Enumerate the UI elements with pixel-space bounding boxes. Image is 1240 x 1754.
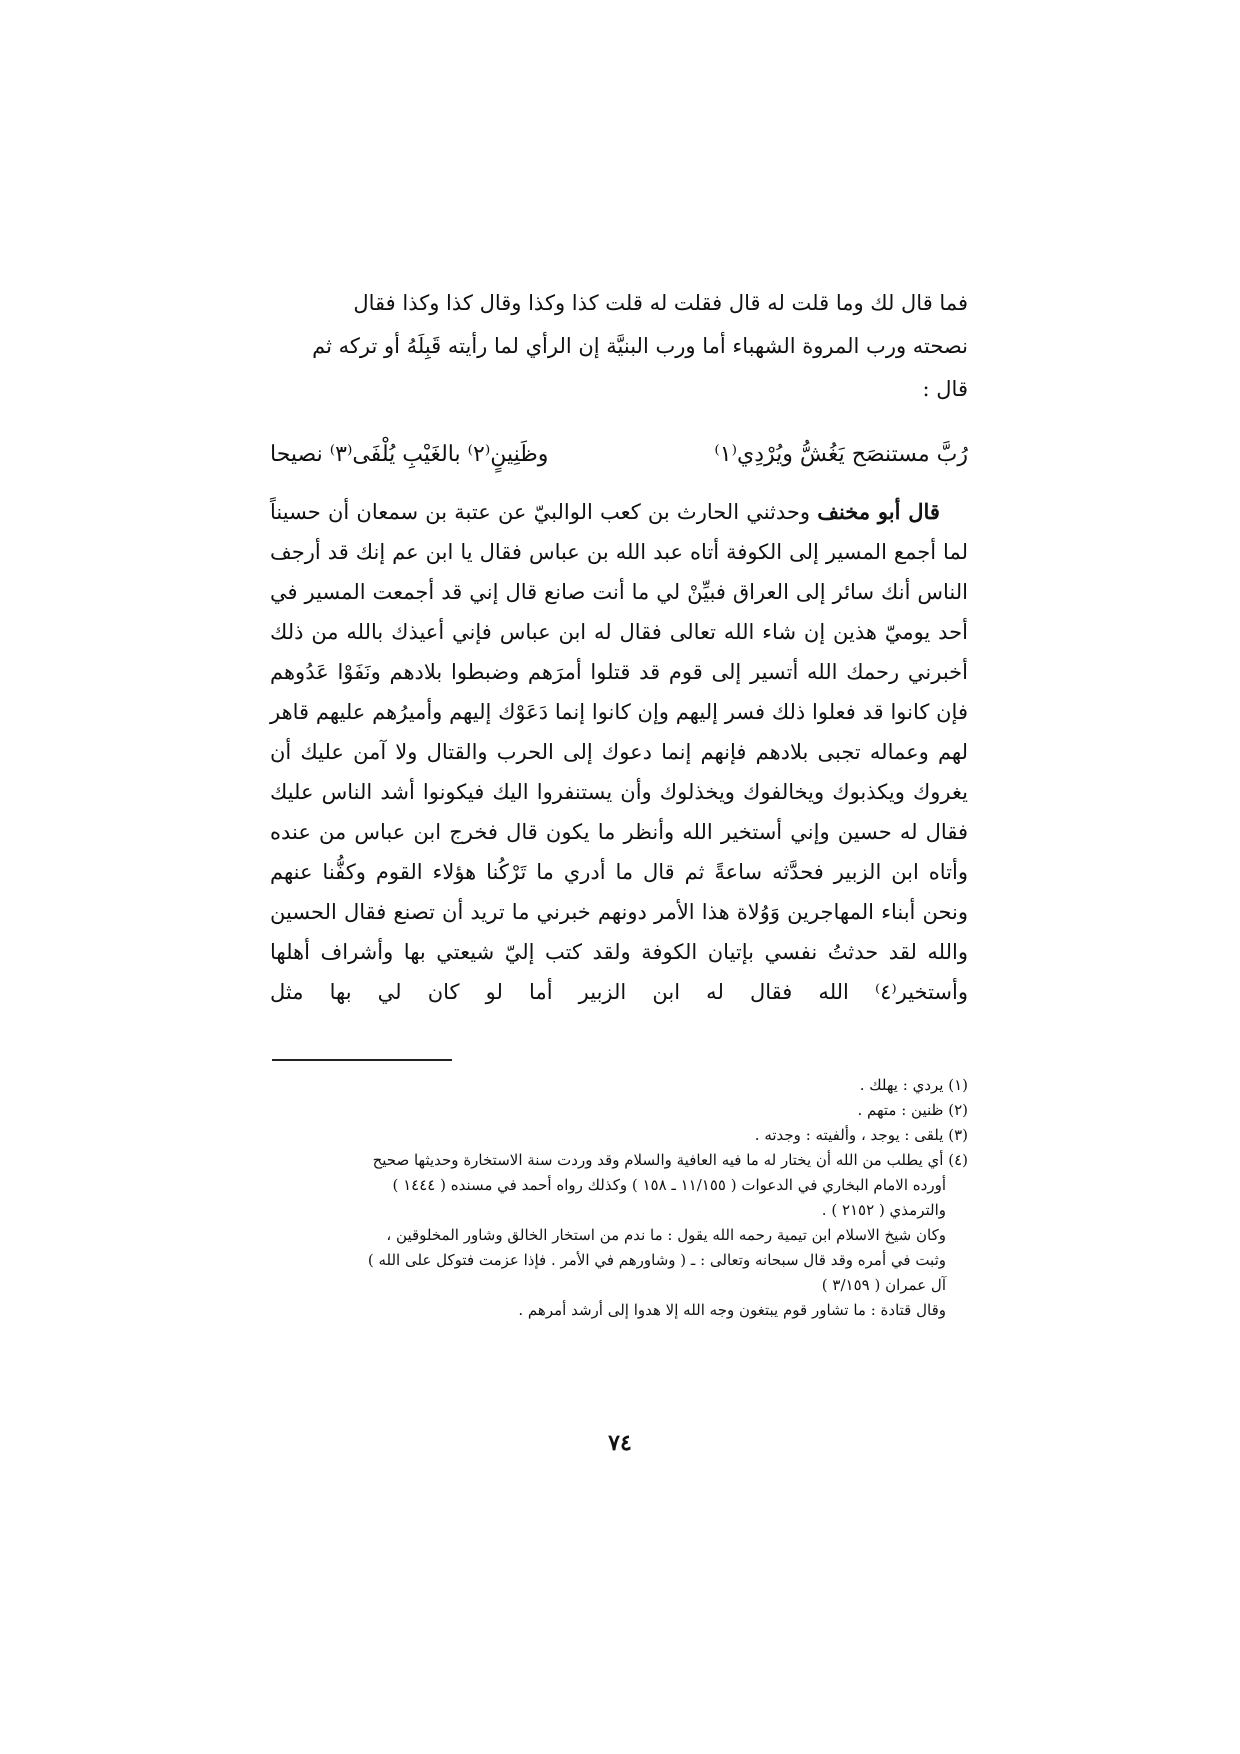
text-line: قال : [922,377,968,401]
paragraph-body: وحدثني الحارث بن كعب الوالبيّ عن عتبة بن سمعان أن حسيناً لما أجمع المسير إلى الكوفة أتاه عبد الله بن عباس فقال يا ابن عم إنك قد أرجف الناس أنك سائر إلى العراق فبيِّنْ لي ما أنت صانع قال إني قد أجمعت المسير في أحد يوميّ هذين إن شاء الله تعالى فقال له ابن عباس فإني أعيذك بالله من ذلك أخبرني رحمك الله أتسير إلى قوم قد قتلوا أمرَهم وضبطوا بلادهم ونَفَوْا عَدُوهم فإن كانوا قد فعلوا ذلك فسر إليهم وإن كانوا إنما دَعَوْك إليهم وأميرُهم عليهم قاهر لهم وعماله تجبى بلادهم فإنهم إنما دعوك إلى الحرب والقتال ولا آمن عليك أن يغروك ويكذبوك ويخالفوك ويخذلوك وأن يستنفروا اليك فيكونوا أشد الناس عليك فقال له حسين وإني أستخير الله وأنظر ما يكون قال فخرج ابن عباس من عنده وأتاه ابن الزبير فحدَّثه ساعةً ثم قال ما أدري ما تَرْكُنا هؤلاء القوم وكفُّنا عنهم ونحن أبناء المهاجرين وَوُلاة هذا الأمر دونهم خبرني ما تريد أن تصنع فقال الحسين والله لقد حدثتُ نفسي بإتيان الكوفة ولقد كتب إليّ شيعتي بها وأشراف أهلها وأستخير⁽٤⁾ الله فقال له ابن الزبير أما لو كان لي بها مثل [270,500,968,1004]
page-number: ٧٤ [608,1430,632,1456]
poem-first-hemistich: رُبَّ مستنصَح يَغُشُّ ويُرْدِي⁽١⁾ [714,442,968,467]
paragraph-text [270,492,968,1012]
paragraph-speaker: قال أبو مخنف [817,499,940,524]
footnotes [270,1073,968,1323]
poem-second-hemistich: وظَنِينٍ⁽٢⁾ بالغَيْبِ يُلْفَى⁽٣⁾ نصيحا [270,442,549,467]
footnote-4-continuation: والترمذي ( ٢١٥٢ ) . [821,1201,946,1219]
footnote-3: (٣) يلقى : يوجد ، وألفيته : وجدته . [754,1126,968,1144]
opening-lines [270,282,968,411]
footnote-4-continuation: وكان شيخ الاسلام ابن تيمية رحمه الله يقول : ما ندم من استخار الخالق وشاور المخلوقين ، [386,1226,946,1244]
footnote-4-continuation: أورده الامام البخاري في الدعوات ( ١١/١٥٥ ـ ١٥٨ ) وكذلك رواه أحمد في مسنده ( ١٤٤٤ ) [392,1176,946,1194]
footnote-1: (١) يردي : يهلك . [859,1076,968,1094]
text-line: نصحته ورب المروة الشهباء أما ورب البنيَّة إن الرأي لما رأيته قَبِلَهُ أو تركه ثم [312,334,968,358]
footnote-4-continuation: وثبت في أمره وقد قال سبحانه وتعالى : ـ ( وشاورهم في الأمر . فإذا عزمت فتوكل على الله ) [367,1251,946,1269]
footnote-2: (٢) ظنين : متهم . [857,1101,968,1119]
main-paragraph [270,492,968,1012]
text-line: فما قال لك وما قلت له قال فقلت له قلت كذا وكذا وقال كذا وكذا فقال [353,291,968,315]
poem-verse [270,435,968,475]
footnote-4-continuation: آل عمران ( ٣/١٥٩ ) [821,1276,946,1294]
footnote-4: (٤) أي يطلب من الله أن يختار له ما فيه العافية والسلام وقد وردت سنة الاستخارة وحديثها صحيح [372,1151,968,1169]
footnote-divider [272,1059,452,1061]
footnote-4-continuation: وقال قتادة : ما تشاور قوم يبتغون وجه الله إلا هدوا إلى أرشد أمرهم . [518,1301,946,1319]
